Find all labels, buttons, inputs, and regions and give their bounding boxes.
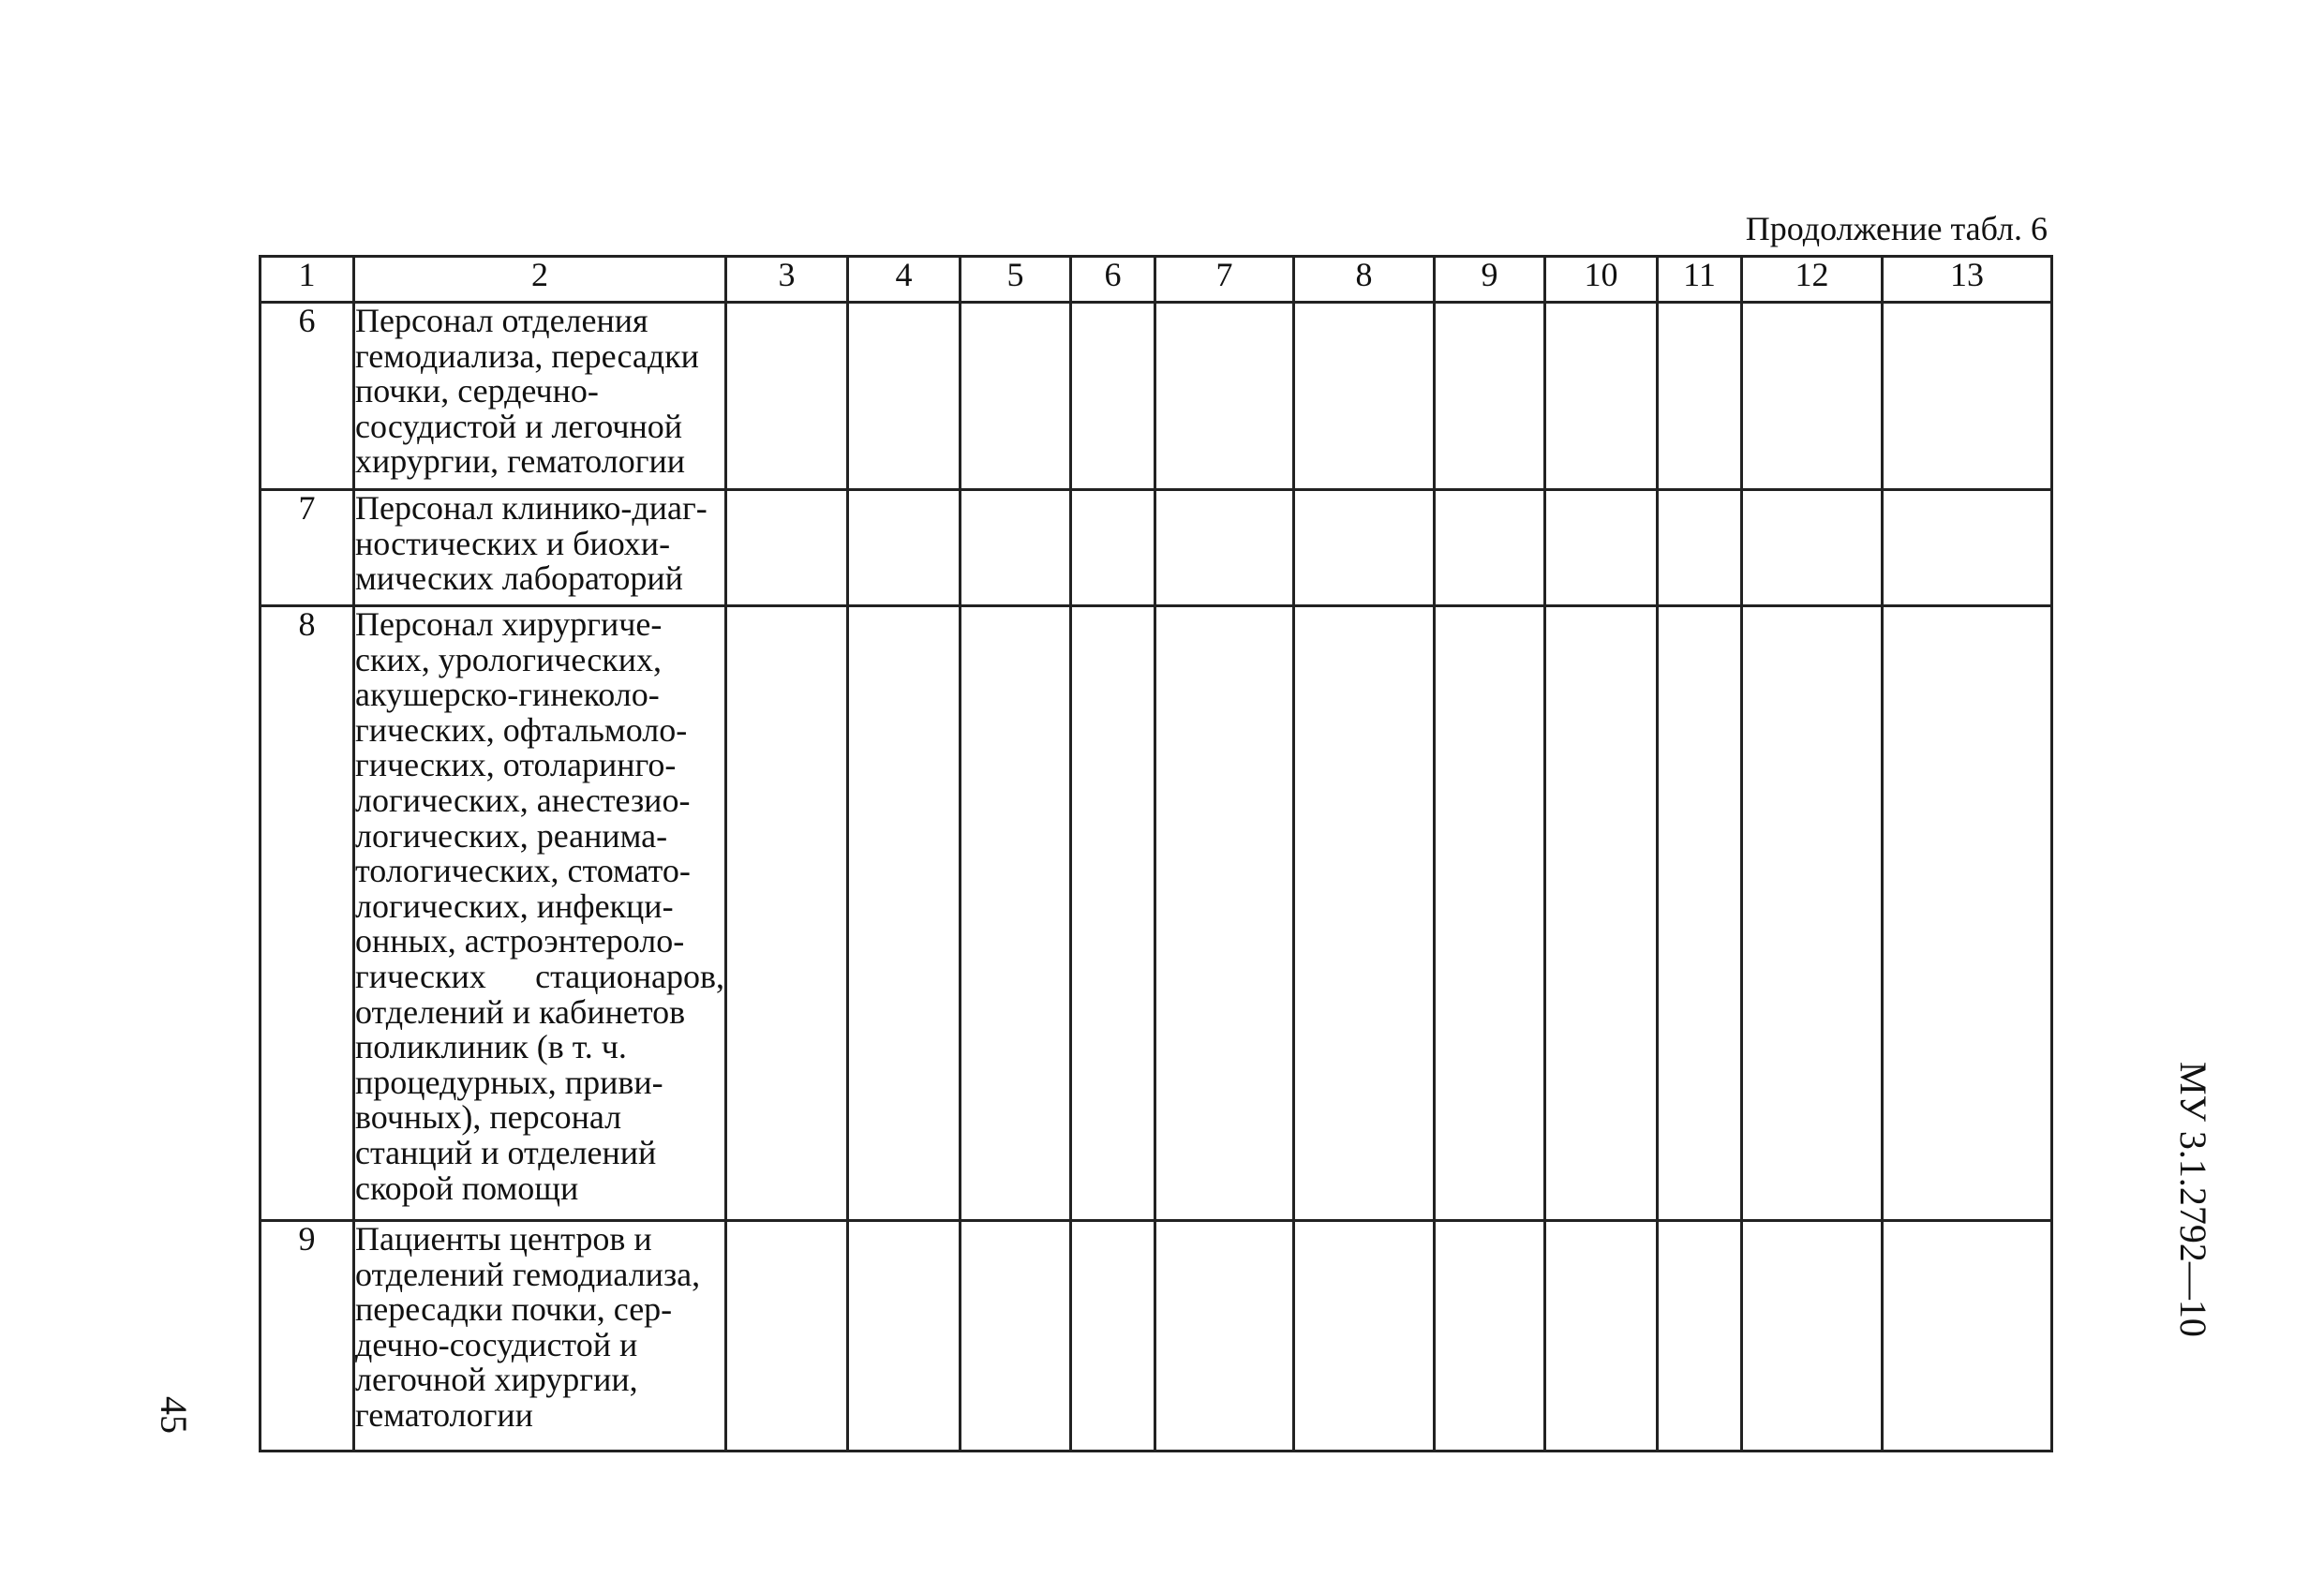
empty-cell	[1658, 490, 1742, 606]
text-line: поликлиник (в т. ч.	[355, 1028, 627, 1066]
empty-cell	[1155, 490, 1294, 606]
empty-cell	[848, 490, 961, 606]
empty-cell	[1545, 1221, 1658, 1452]
text-line: отделений гемодиализа,	[355, 1255, 701, 1293]
text-line: вочных), персонал	[355, 1098, 622, 1137]
empty-cell	[726, 490, 848, 606]
empty-cell	[1545, 303, 1658, 490]
empty-cell	[1435, 606, 1545, 1221]
column-header: 9	[1435, 257, 1545, 303]
empty-cell	[1883, 303, 2052, 490]
row-number: 7	[261, 490, 354, 606]
empty-cell	[1294, 490, 1435, 606]
empty-cell	[848, 606, 961, 1221]
column-header: 1	[261, 257, 354, 303]
text-line: хирургии, гематологии	[355, 442, 685, 481]
empty-cell	[961, 1221, 1071, 1452]
row-number: 6	[261, 303, 354, 490]
text-line: станций и отделений	[355, 1133, 657, 1171]
text-line: гических, отоларинго-	[355, 746, 677, 784]
table-row	[261, 606, 2052, 1221]
text-line: гематологии	[355, 1395, 533, 1434]
empty-cell	[1155, 303, 1294, 490]
empty-cell	[1435, 1221, 1545, 1452]
empty-cell	[1883, 490, 2052, 606]
empty-cell	[1742, 1221, 1883, 1452]
empty-cell	[1071, 606, 1155, 1221]
text-line: легочной хирургии,	[355, 1361, 638, 1399]
text-line: Персонал отделения	[355, 302, 648, 339]
empty-cell	[726, 1221, 848, 1452]
empty-cell	[726, 303, 848, 490]
table-row	[261, 490, 2052, 606]
empty-cell	[1435, 490, 1545, 606]
column-header: 5	[961, 257, 1071, 303]
data-table	[259, 255, 2053, 1452]
empty-cell	[1155, 1221, 1294, 1452]
empty-cell	[1883, 606, 2052, 1221]
text-line: сосудистой и легочной	[355, 407, 682, 445]
text-line: ских, урологических,	[355, 640, 662, 678]
empty-cell	[848, 303, 961, 490]
text-line: онных, астроэнтероло-	[355, 922, 685, 960]
empty-cell	[1294, 606, 1435, 1221]
row-description	[354, 303, 726, 490]
column-header: 7	[1155, 257, 1294, 303]
text-line: пересадки почки, сер-	[355, 1290, 673, 1329]
text-line: акушерско-гинеколо-	[355, 676, 660, 714]
empty-cell	[726, 606, 848, 1221]
text-line: логических, инфекци-	[355, 886, 674, 925]
column-header: 6	[1071, 257, 1155, 303]
column-header: 13	[1883, 257, 2052, 303]
text-line: Пациенты центров и	[355, 1220, 652, 1258]
text-line: дечно-сосудистой и	[355, 1325, 638, 1363]
text-line: отделений и кабинетов	[355, 992, 686, 1031]
column-header: 10	[1545, 257, 1658, 303]
page-number: 45	[153, 1396, 195, 1434]
table-row	[261, 303, 2052, 490]
column-header: 4	[848, 257, 961, 303]
column-header: 8	[1294, 257, 1435, 303]
row-description	[354, 490, 726, 606]
text-line: гемодиализа, пересадки	[355, 336, 699, 375]
text-line: Персонал хирургиче-	[355, 605, 663, 643]
text-line: почки, сердечно-	[355, 372, 599, 410]
empty-cell	[961, 303, 1071, 490]
document-code: МУ 3.1.2792—10	[2172, 1062, 2214, 1337]
column-header: 11	[1658, 257, 1742, 303]
empty-cell	[1742, 303, 1883, 490]
empty-cell	[1658, 606, 1742, 1221]
column-header: 12	[1742, 257, 1883, 303]
empty-cell	[848, 1221, 961, 1452]
text-line: ностических и биохи-	[355, 524, 671, 562]
column-header: 3	[726, 257, 848, 303]
empty-cell	[1294, 1221, 1435, 1452]
text-line: логических, анестезио-	[355, 781, 691, 819]
text-line: Персонал клинико-диаг-	[355, 489, 708, 527]
empty-cell	[1883, 1221, 2052, 1452]
empty-cell	[1742, 606, 1883, 1221]
empty-cell	[1742, 490, 1883, 606]
empty-cell	[961, 606, 1071, 1221]
empty-cell	[1658, 1221, 1742, 1452]
text-line: гических стационаров,	[355, 957, 724, 995]
empty-cell	[1658, 303, 1742, 490]
empty-cell	[1435, 303, 1545, 490]
text-line: гических, офтальмоло-	[355, 710, 688, 749]
table-row	[261, 1221, 2052, 1452]
row-number: 9	[261, 1221, 354, 1452]
empty-cell	[1545, 490, 1658, 606]
empty-cell	[1071, 303, 1155, 490]
empty-cell	[1545, 606, 1658, 1221]
text-line: скорой помощи	[355, 1169, 579, 1207]
row-number: 8	[261, 606, 354, 1221]
column-header: 2	[354, 257, 726, 303]
row-description	[354, 606, 726, 1221]
empty-cell	[1294, 303, 1435, 490]
text-line: логических, реанима-	[355, 816, 668, 855]
empty-cell	[1071, 1221, 1155, 1452]
row-description	[354, 1221, 726, 1452]
table-caption: Продолжение табл. 6	[1745, 210, 2048, 247]
empty-cell	[1071, 490, 1155, 606]
empty-cell	[1155, 606, 1294, 1221]
header-row	[261, 257, 2052, 303]
empty-cell	[961, 490, 1071, 606]
text-line: процедурных, приви-	[355, 1063, 663, 1101]
text-line: тологических, стомато-	[355, 852, 691, 890]
text-line: мических лабораторий	[355, 559, 683, 598]
